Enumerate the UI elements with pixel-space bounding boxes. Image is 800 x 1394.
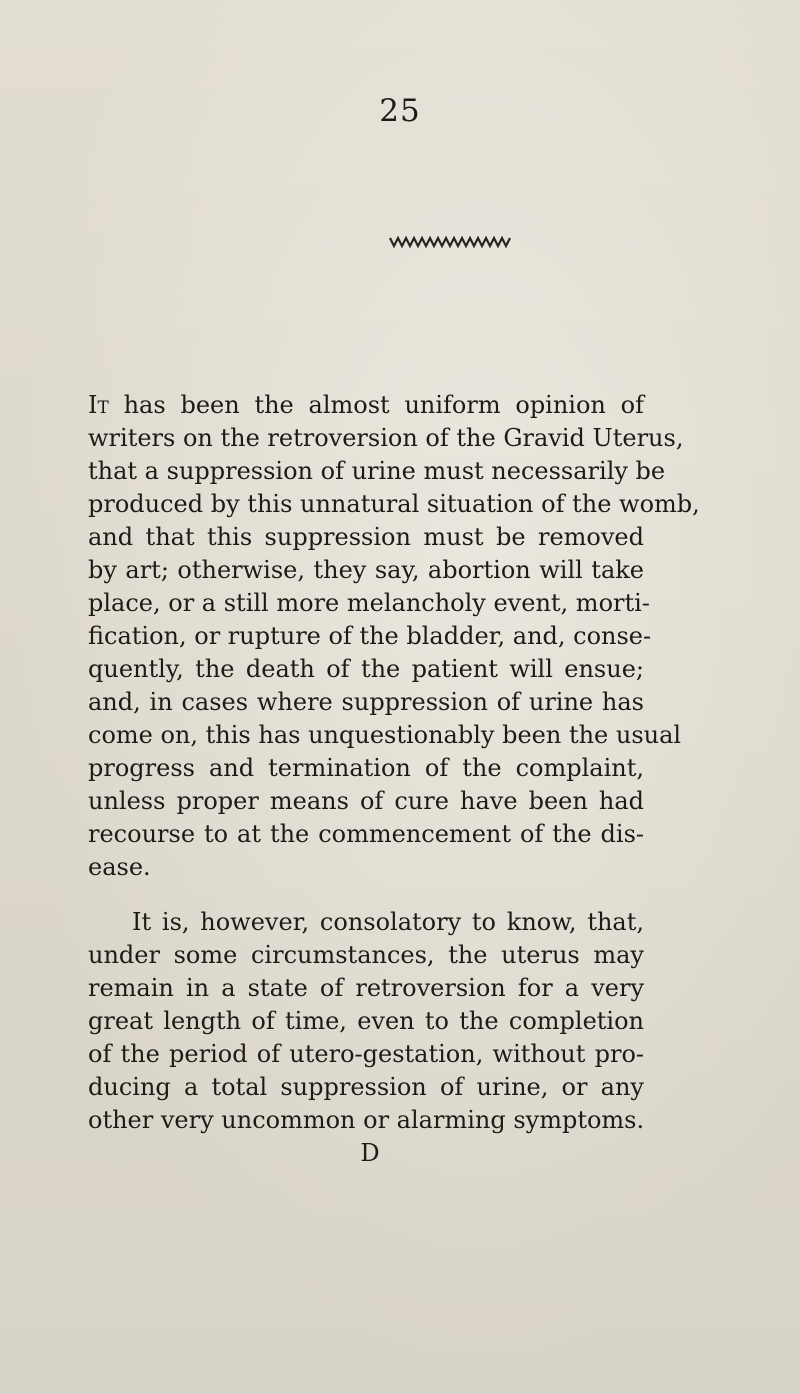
paragraph-1-line-9: quently, the death of the patient will ensue;	[88, 655, 644, 683]
paragraph-1-line-15: ease.	[88, 853, 151, 881]
paragraph-1-line-2: writers on the retroversion of the Gravid Uterus,	[88, 424, 684, 452]
paragraph-1-line-10: and, in cases where suppression of urine has	[88, 688, 644, 716]
paragraph-1-line-1-rest: has been the almost uniform opinion of	[108, 391, 644, 419]
paragraph-1-line-4: produced by this unnatural situation of the womb,	[88, 490, 700, 518]
page-number: 25	[379, 93, 421, 129]
paragraph-1-line-1	[88, 389, 644, 421]
paragraph-1-line-7: place, or a still more melancholy event, morti-	[88, 589, 650, 617]
paragraph-2-line-3: remain in a state of retroversion for a very	[88, 974, 644, 1002]
drop-smallcaps-word: It	[88, 391, 109, 419]
paragraph-2-line-4: great length of time, even to the completion	[88, 1007, 644, 1035]
paragraph-2-line-1: It is, however, consolatory to know, that,	[132, 908, 644, 936]
paragraph-2-line-6: ducing a total suppression of urine, or any	[88, 1073, 644, 1101]
paragraph-2-line-7: other very uncommon or alarming symptoms.	[88, 1106, 645, 1134]
paragraph-1-line-13: unless proper means of cure have been had	[88, 787, 644, 815]
paragraph-1-line-11: come on, this has unquestionably been the usual	[88, 721, 682, 749]
paragraph-1-line-8: fication, or rupture of the bladder, and, conse-	[88, 622, 652, 650]
paragraph-2-line-2: under some circumstances, the uterus may	[88, 941, 644, 969]
paragraph-1-line-14: recourse to at the commencement of the dis-	[88, 820, 644, 848]
paragraph-1-line-5: and that this suppression must be removed	[88, 523, 644, 551]
signature-mark: D	[360, 1139, 380, 1167]
paragraph-1-line-3: that a suppression of urine must necessarily be	[88, 457, 666, 485]
paragraph-2-line-5: of the period of utero-gestation, without pro-	[88, 1040, 644, 1068]
paragraph-1-line-6: by art; otherwise, they say, abortion will take	[88, 556, 644, 584]
paragraph-1-line-12: progress and termination of the complaint,	[88, 754, 644, 782]
